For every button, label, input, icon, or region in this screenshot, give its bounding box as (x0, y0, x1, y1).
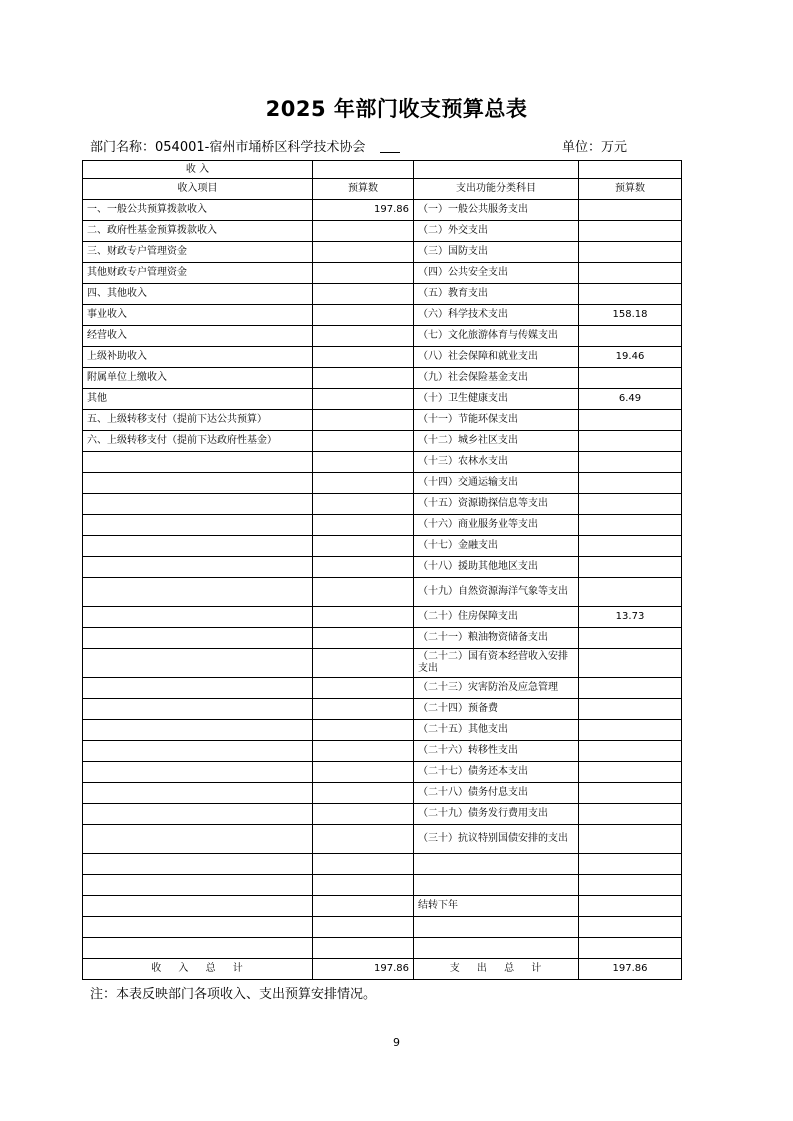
income-item-cell (83, 896, 313, 917)
expense-item-cell: （二十六）转移性支出 (414, 741, 579, 762)
expense-item-cell: （二十二）国有资本经营收入安排支出 (414, 649, 579, 678)
expense-total-label: 支 出 总 计 (414, 959, 579, 980)
header-gap-cell (414, 161, 579, 179)
expense-amount-cell (579, 628, 682, 649)
expense-amount-cell (579, 917, 682, 938)
income-item-cell: 二、政府性基金预算拨款收入 (83, 221, 313, 242)
table-row (83, 305, 682, 326)
expense-item-cell: （一）一般公共服务支出 (414, 200, 579, 221)
expense-amount-cell (579, 720, 682, 741)
expense-item-cell: （十一）节能环保支出 (414, 410, 579, 431)
expense-amount-cell (579, 557, 682, 578)
header-divider (380, 152, 400, 153)
income-item-cell (83, 494, 313, 515)
expense-item-cell: （二十八）债务付息支出 (414, 783, 579, 804)
table-row (83, 326, 682, 347)
income-item-cell (83, 699, 313, 720)
expense-amount-cell (579, 221, 682, 242)
income-item-cell (83, 607, 313, 628)
expense-item-cell: （十二）城乡社区支出 (414, 431, 579, 452)
table-row (83, 452, 682, 473)
expense-item-cell (414, 938, 579, 959)
expense-amount-cell (579, 200, 682, 221)
income-amount-cell (313, 557, 414, 578)
page-title: 2025 年部门收支预算总表 (265, 97, 528, 121)
expense-amount-cell: 13.73 (579, 607, 682, 628)
expense-amount-cell (579, 578, 682, 607)
income-item-header: 收入项目 (83, 179, 313, 200)
income-amount-cell (313, 452, 414, 473)
table-row (83, 242, 682, 263)
income-item-cell (83, 515, 313, 536)
income-amount-cell (313, 221, 414, 242)
expense-item-cell: （七）文化旅游体育与传媒支出 (414, 326, 579, 347)
expense-amount-cell (579, 242, 682, 263)
income-item-cell (83, 804, 313, 825)
income-item-cell (83, 649, 313, 678)
budget-table (82, 160, 682, 980)
table-header-row (83, 179, 682, 200)
expense-item-cell: （二十一）粮油物资储备支出 (414, 628, 579, 649)
table-row (83, 431, 682, 452)
table-row (83, 762, 682, 783)
income-item-cell (83, 578, 313, 607)
income-amount-cell (313, 242, 414, 263)
expense-item-cell: （十）卫生健康支出 (414, 389, 579, 410)
table-row (83, 494, 682, 515)
income-item-cell: 上级补助收入 (83, 347, 313, 368)
table-row (83, 628, 682, 649)
expense-item-cell: （四）公共安全支出 (414, 263, 579, 284)
income-amount-cell (313, 854, 414, 875)
income-amount-cell (313, 284, 414, 305)
income-amount-cell (313, 741, 414, 762)
expense-amount-cell (579, 431, 682, 452)
expense-item-header: 支出功能分类科目 (414, 179, 579, 200)
income-amount-cell (313, 347, 414, 368)
expense-item-cell: （二十三）灾害防治及应急管理 (414, 678, 579, 699)
income-amount-cell (313, 607, 414, 628)
expense-amount-cell: 158.18 (579, 305, 682, 326)
unit-label: 单位：万元 (562, 140, 628, 155)
expense-amount-cell (579, 368, 682, 389)
income-amount-cell (313, 326, 414, 347)
totals-row (83, 959, 682, 980)
expense-item-cell: （十三）农林水支出 (414, 452, 579, 473)
table-row (83, 896, 682, 917)
expense-item-cell (414, 854, 579, 875)
expense-amount-cell (579, 473, 682, 494)
income-item-cell (83, 536, 313, 557)
income-amount-cell (313, 720, 414, 741)
income-item-cell: 六、上级转移支付（提前下达政府性基金） (83, 431, 313, 452)
expense-item-cell: （二十五）其他支出 (414, 720, 579, 741)
income-item-cell (83, 557, 313, 578)
expense-item-cell: （三）国防支出 (414, 242, 579, 263)
table-row (83, 515, 682, 536)
expense-amount-cell (579, 263, 682, 284)
header-spacer-cell (313, 161, 414, 179)
table-row (83, 200, 682, 221)
table-row (83, 649, 682, 678)
table-note: 注：本表反映部门各项收入、支出预算安排情况。 (90, 987, 377, 1002)
income-amount-cell (313, 263, 414, 284)
department-label: 部门名称：054001-宿州市埇桥区科学技术协会 (90, 140, 366, 155)
income-item-cell (83, 720, 313, 741)
income-amount-cell (313, 368, 414, 389)
expense-amount-cell (579, 452, 682, 473)
expense-item-cell: （二）外交支出 (414, 221, 579, 242)
income-amount-cell (313, 678, 414, 699)
expense-item-cell: （十七）金融支出 (414, 536, 579, 557)
expense-amount-cell: 6.49 (579, 389, 682, 410)
income-amount-cell (313, 515, 414, 536)
table-row (83, 938, 682, 959)
table-row (83, 854, 682, 875)
expense-item-cell: （六）科学技术支出 (414, 305, 579, 326)
table-row (83, 410, 682, 431)
table-row (83, 473, 682, 494)
table-row (83, 368, 682, 389)
income-amount-cell (313, 431, 414, 452)
income-item-cell (83, 473, 313, 494)
income-amount-cell (313, 305, 414, 326)
income-item-cell (83, 762, 313, 783)
table-row (83, 536, 682, 557)
table-row (83, 783, 682, 804)
expense-amount-cell (579, 741, 682, 762)
income-item-cell: 五、上级转移支付（提前下达公共预算） (83, 410, 313, 431)
income-item-cell (83, 854, 313, 875)
expense-amount-cell (579, 699, 682, 720)
income-item-cell: 其他 (83, 389, 313, 410)
header-spacer-cell (579, 161, 682, 179)
income-item-cell: 一、一般公共预算拨款收入 (83, 200, 313, 221)
income-amount-cell (313, 875, 414, 896)
income-item-cell (83, 678, 313, 699)
income-group-header: 收 入 (83, 161, 313, 179)
expense-item-cell (414, 917, 579, 938)
expense-amount-cell (579, 410, 682, 431)
table-row (83, 875, 682, 896)
expense-item-cell: （二十九）债务发行费用支出 (414, 804, 579, 825)
expense-amount-cell: 19.46 (579, 347, 682, 368)
expense-item-cell: （九）社会保险基金支出 (414, 368, 579, 389)
income-amount-cell (313, 649, 414, 678)
income-amount-cell (313, 762, 414, 783)
expense-item-cell: （二十）住房保障支出 (414, 607, 579, 628)
income-item-cell: 三、财政专户管理资金 (83, 242, 313, 263)
income-amount-cell (313, 699, 414, 720)
expense-amount-header: 预算数 (579, 179, 682, 200)
expense-item-cell: （二十七）债务还本支出 (414, 762, 579, 783)
income-item-cell (83, 825, 313, 854)
expense-amount-cell (579, 536, 682, 557)
income-item-cell: 经营收入 (83, 326, 313, 347)
table-row (83, 389, 682, 410)
table-row (83, 741, 682, 762)
income-amount-cell (313, 578, 414, 607)
income-amount-cell (313, 896, 414, 917)
expense-item-cell: （八）社会保障和就业支出 (414, 347, 579, 368)
income-item-cell: 事业收入 (83, 305, 313, 326)
expense-item-cell: （十六）商业服务业等支出 (414, 515, 579, 536)
expense-amount-cell (579, 762, 682, 783)
income-item-cell (83, 628, 313, 649)
income-amount-cell (313, 628, 414, 649)
income-amount-cell (313, 917, 414, 938)
table-row (83, 221, 682, 242)
expense-amount-cell (579, 896, 682, 917)
income-item-cell (83, 741, 313, 762)
income-amount-cell (313, 410, 414, 431)
income-amount-cell (313, 536, 414, 557)
expense-amount-cell (579, 678, 682, 699)
table-row (83, 607, 682, 628)
expense-total-amount: 197.86 (579, 959, 682, 980)
expense-item-cell: （十四）交通运输支出 (414, 473, 579, 494)
table-row (83, 263, 682, 284)
income-amount-cell (313, 804, 414, 825)
income-total-label: 收 入 总 计 (83, 959, 313, 980)
expense-amount-cell (579, 515, 682, 536)
expense-amount-cell (579, 854, 682, 875)
expense-amount-cell (579, 649, 682, 678)
expense-amount-cell (579, 783, 682, 804)
table-row (83, 699, 682, 720)
table-row (83, 347, 682, 368)
table-row (83, 804, 682, 825)
income-item-cell (83, 917, 313, 938)
income-amount-header: 预算数 (313, 179, 414, 200)
expense-item-cell: （十五）资源勘探信息等支出 (414, 494, 579, 515)
expense-amount-cell (579, 326, 682, 347)
expense-amount-cell (579, 284, 682, 305)
table-row (83, 825, 682, 854)
table-row (83, 557, 682, 578)
income-item-cell: 四、其他收入 (83, 284, 313, 305)
income-total-amount: 197.86 (313, 959, 414, 980)
income-item-cell: 附属单位上缴收入 (83, 368, 313, 389)
table-row (83, 678, 682, 699)
expense-item-cell: （五）教育支出 (414, 284, 579, 305)
table-header-group-row (83, 161, 682, 179)
expense-item-cell: （三十）抗议特别国债安排的支出 (414, 825, 579, 854)
income-amount-cell (313, 494, 414, 515)
table-row (83, 720, 682, 741)
income-amount-cell (313, 938, 414, 959)
expense-amount-cell (579, 875, 682, 896)
expense-item-cell: 结转下年 (414, 896, 579, 917)
expense-item-cell: （二十四）预备费 (414, 699, 579, 720)
page-number: 9 (393, 1036, 400, 1049)
expense-amount-cell (579, 938, 682, 959)
income-amount-cell (313, 473, 414, 494)
income-amount-cell (313, 389, 414, 410)
income-item-cell (83, 875, 313, 896)
income-item-cell (83, 938, 313, 959)
table-row (83, 284, 682, 305)
expense-item-cell: （十八）援助其他地区支出 (414, 557, 579, 578)
table-row (83, 578, 682, 607)
income-amount-cell (313, 825, 414, 854)
income-item-cell: 其他财政专户管理资金 (83, 263, 313, 284)
income-amount-cell: 197.86 (313, 200, 414, 221)
income-item-cell (83, 783, 313, 804)
income-item-cell (83, 452, 313, 473)
expense-item-cell: （十九）自然资源海洋气象等支出 (414, 578, 579, 607)
table-row (83, 917, 682, 938)
expense-amount-cell (579, 494, 682, 515)
expense-amount-cell (579, 825, 682, 854)
expense-item-cell (414, 875, 579, 896)
expense-amount-cell (579, 804, 682, 825)
income-amount-cell (313, 783, 414, 804)
